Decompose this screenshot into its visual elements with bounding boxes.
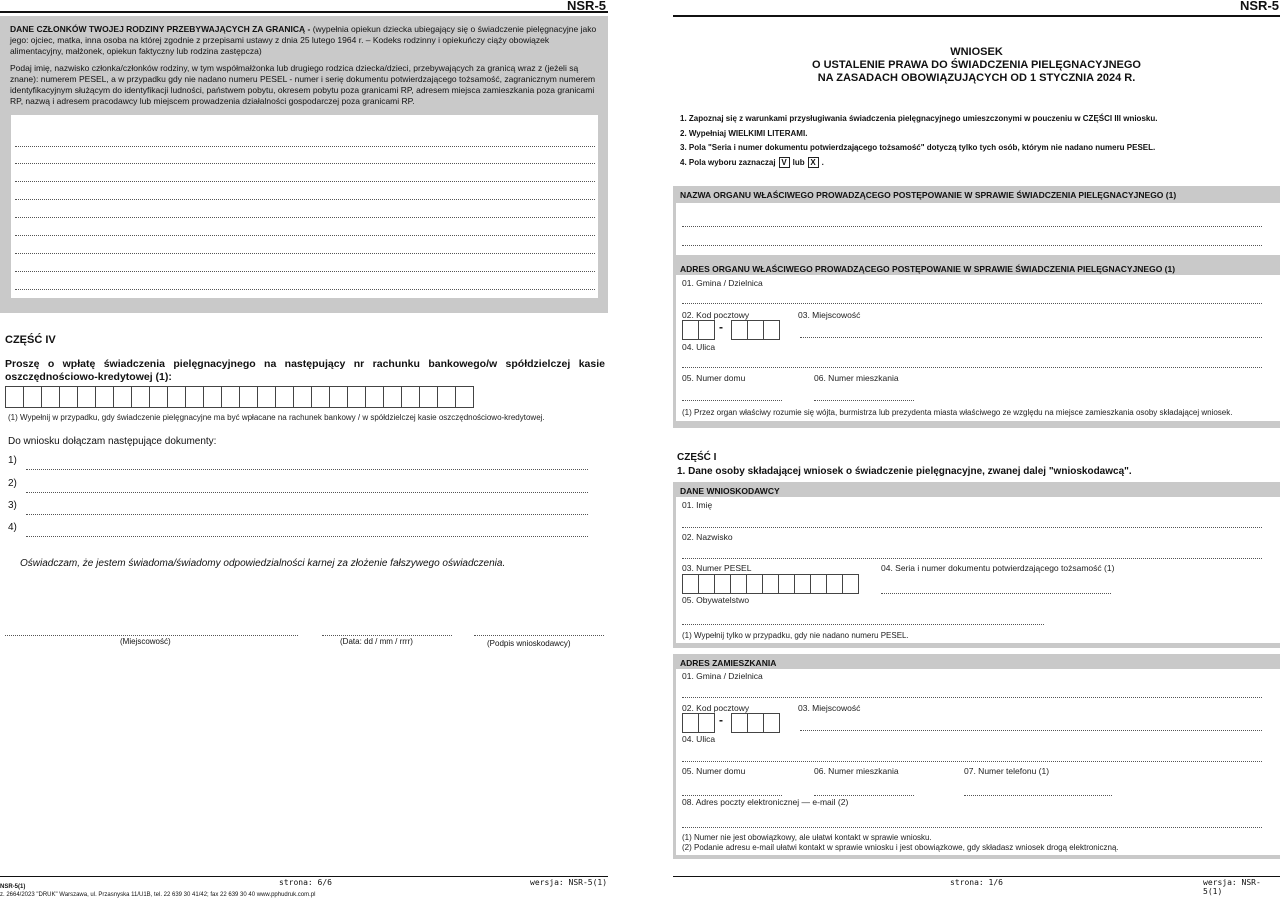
attachment-1-field[interactable] [26,469,588,470]
organ-address-header: ADRES ORGANU WŁAŚCIWEGO PROWADZĄCEGO POSTĘPOWANIE W SPRAWIE ŚWIADCZENIA PIELĘGNACYJNEGO (1) [675,262,1280,275]
bank-account-text: Proszę o wpłatę świadczenia pielęgnacyjnego na następujący nr rachunku bankowego/w spółdzielczej kasie oszczędnościowo-kredytowej (1): [5,358,605,383]
address-header: ADRES ZAMIESZKANIA [675,656,1280,669]
applicant-seria-field[interactable] [881,593,1111,594]
signature-place-label: (Miejscowość) [120,637,171,646]
organ-miejscowosc-label: 03. Miejscowość [798,310,861,320]
applicant-imie-field[interactable] [682,527,1262,528]
instruction-3: 3. Pola "Seria i numer dokumentu potwierdzającego tożsamość" dotyczą tylko tych osób, którym nie nadano numeru PESEL. [680,143,1156,152]
footer-code-left: NSR-5(1) [0,884,26,890]
organ-ulica-field[interactable] [682,367,1262,368]
form-code-left: NSR-5 [567,0,607,13]
signature-sign-field[interactable] [474,635,604,636]
address-ulica-field[interactable] [682,761,1262,762]
printer-info: z. 2664/2023 "DRUK" Warszawa, ul. Przasnyska 11/U1B, tel. 22 639 30 41/42; fax 22 639 30 40 www.pphudruk.com.pl [0,892,316,898]
address-note-2: (2) Podanie adresu e-mail ułatwi kontakt w sprawie wniosku i jest obowiązkowe, gdy składasz wniosek drogą elektroniczną. [682,843,1119,852]
part-iv-heading: CZĘŚĆ IV [5,334,56,346]
part-i-subheading: 1. Dane osoby składającej wniosek o świadczenie pielęgnacyjne, zwanej dalej "wnioskodawcą". [677,466,1132,477]
declaration-text: Oświadczam, że jestem świadoma/świadomy odpowiedzialności karnej za złożenie fałszywego oświadczenia. [20,558,506,569]
organ-kod-part1[interactable] [682,320,715,340]
signature-place-field[interactable] [5,635,298,636]
address-nr-mieszkania-label: 06. Numer mieszkania [814,766,899,776]
applicant-pesel-label: 03. Numer PESEL [682,563,752,573]
applicant-nazwisko-field[interactable] [682,558,1262,559]
organ-name-field[interactable] [676,203,1280,255]
address-telefon-field[interactable] [964,795,1112,796]
organ-name-header: NAZWA ORGANU WŁAŚCIWEGO PROWADZĄCEGO POSTĘPOWANIE W SPRAWIE ŚWIADCZENIA PIELĘGNACYJNEGO (1) [675,188,1280,202]
address-miejscowosc-field[interactable] [800,730,1262,731]
address-gmina-field[interactable] [682,697,1262,698]
bank-account-footnote: (1) Wypełnij w przypadku, gdy świadczenie pielęgnacyjne ma być wpłacane na rachunek bankowy / w spółdzielczej kasie oszczędnościowo-kredytowej. [8,413,545,422]
instruction-1: 1. Zapoznaj się z warunkami przysługiwania świadczenia pielęgnacyjnego umieszczonymi w pouczeniu w CZĘŚCI III wniosku. [680,114,1158,123]
form-code-right: NSR-5 [1240,0,1280,13]
attachment-4-label: 4) [8,522,17,533]
organ-kod-label: 02. Kod pocztowy [682,310,750,320]
address-nr-mieszkania-field[interactable] [814,795,914,796]
version-left: wersja: NSR-5(1) [530,878,608,887]
applicant-nazwisko-label: 02. Nazwisko [682,532,733,542]
attachments-text: Do wniosku dołączam następujące dokumenty: [8,436,217,447]
address-kod-label: 02. Kod pocztowy [682,703,750,713]
applicant-seria-label: 04. Seria i numer dokumentu potwierdzającego tożsamość (1) [881,563,1115,573]
attachment-3-field[interactable] [26,514,588,515]
attachment-2-label: 2) [8,478,17,489]
family-abroad-instruction: Podaj imię, nazwisko członka/członków rodziny, w tym współmałżonka lub drugiego rodzica dziecka/dzieci, przebywających za granicą wraz z (jeżeli są znane): numerem PESEL, a w przypadku gdy nie nadano numeru PESEL - numer i serię dokumentu potwierdzającego tożsamość, zagranicznym numerem identyfikacyjnym służącym do identyfikacji ludności, państwem pobytu, okresem pobytu poza granicami RP, adresem miejsca zamieszkania poza granicami RP, nazwą i adresem pracodawcy lub miejscem prowadzenia działalności gospodarczej poza granicami RP. [10,63,596,106]
bank-account-input[interactable] [5,386,474,408]
check-v-example: V [779,157,790,168]
signature-date-field[interactable] [322,635,452,636]
address-kod-part1[interactable] [682,713,715,733]
applicant-header: DANE WNIOSKODAWCY [675,484,1280,497]
organ-miejscowosc-field[interactable] [800,337,1262,338]
organ-gmina-label: 01. Gmina / Dzielnica [682,278,763,288]
applicant-note: (1) Wypełnij tylko w przypadku, gdy nie nadano numeru PESEL. [682,631,909,640]
instruction-4-or: lub [792,157,805,167]
organ-nr-domu-field[interactable] [682,400,782,401]
signature-date-label: (Data: dd / mm / rrrr) [340,637,413,646]
family-abroad-title-bold: DANE CZŁONKÓW TWOJEJ RODZINY PRZEBYWAJĄCYCH ZA GRANICĄ - [10,24,311,34]
applicant-imie-label: 01. Imię [682,500,713,510]
applicant-obywatelstwo-label: 05. Obywatelstwo [682,595,750,605]
organ-kod-part2[interactable] [731,320,780,340]
attachment-1-label: 1) [8,455,17,466]
applicant-obywatelstwo-field[interactable] [682,624,1044,625]
page-number-left: strona: 6/6 [279,878,332,887]
organ-nr-mieszkania-label: 06. Numer mieszkania [814,373,899,383]
applicant-pesel-input[interactable] [682,574,859,594]
organ-ulica-label: 04. Ulica [682,342,716,352]
family-abroad-title-rest: (wypełnia opiekun dziecka ubiegający się o świadczenie pielęgnacyjne jako jego: ojciec, matka, inna osoba na której zgodnie z przepisami ustawy z dnia 25 lutego 1964 r. – Kodeks rodzinny i opiekuńczy ciąży obowiązek alimentacyjny, małżonek, opiekun faktyczny lub rodzina zastępcza) [10,24,597,56]
instruction-2: 2. Wypełniaj WIELKIMI LITERAMI. [680,128,808,138]
address-nr-domu-field[interactable] [682,795,782,796]
organ-nr-mieszkania-field[interactable] [814,400,914,401]
version-right: wersja: NSR-5(1) [1203,878,1261,896]
address-nr-domu-label: 05. Numer domu [682,766,746,776]
family-abroad-title [10,24,602,57]
attachment-4-field[interactable] [26,536,588,537]
check-x-example: X [808,157,819,168]
organ-nr-domu-label: 05. Numer domu [682,373,746,383]
address-ulica-label: 04. Ulica [682,734,716,744]
form-title [673,46,1280,85]
address-miejscowosc-label: 03. Miejscowość [798,703,861,713]
address-email-field[interactable] [682,827,1262,828]
page-number-right: strona: 1/6 [950,878,1003,887]
instruction-4: 4. Pola wyboru zaznaczaj V lub X . [680,156,1157,171]
signature-sign-label: (Podpis wnioskodawcy) [487,639,571,648]
form-title-line-3: NA ZASADACH OBOWIĄZUJĄCYCH OD 1 STYCZNIA 2024 R. [817,72,1136,84]
address-email-label: 08. Adres poczty elektronicznej — e-mail (2) [682,797,849,807]
address-kod-part2[interactable] [731,713,780,733]
attachment-2-field[interactable] [26,492,588,493]
address-note-1: (1) Numer nie jest obowiązkowy, ale ułatwi kontakt w sprawie wniosku. [682,833,932,842]
part-i-heading: CZĘŚĆ I [677,452,717,463]
organ-note: (1) Przez organ właściwy rozumie się wójta, burmistrza lub prezydenta miasta właściwego ze względu na miejsce zamieszkania osoby składającej wniosek. [682,408,1233,417]
organ-gmina-field[interactable] [682,303,1262,304]
form-title-line-2: O USTALENIE PRAWA DO ŚWIADCZENIA PIELĘGNACYJNEGO [811,59,1141,71]
instruction-4-text: 4. Pola wyboru zaznaczaj [680,157,776,167]
attachment-3-label: 3) [8,500,17,511]
address-telefon-label: 07. Numer telefonu (1) [964,766,1050,776]
address-gmina-label: 01. Gmina / Dzielnica [682,671,763,681]
form-title-line-1: WNIOSEK [950,46,1003,58]
